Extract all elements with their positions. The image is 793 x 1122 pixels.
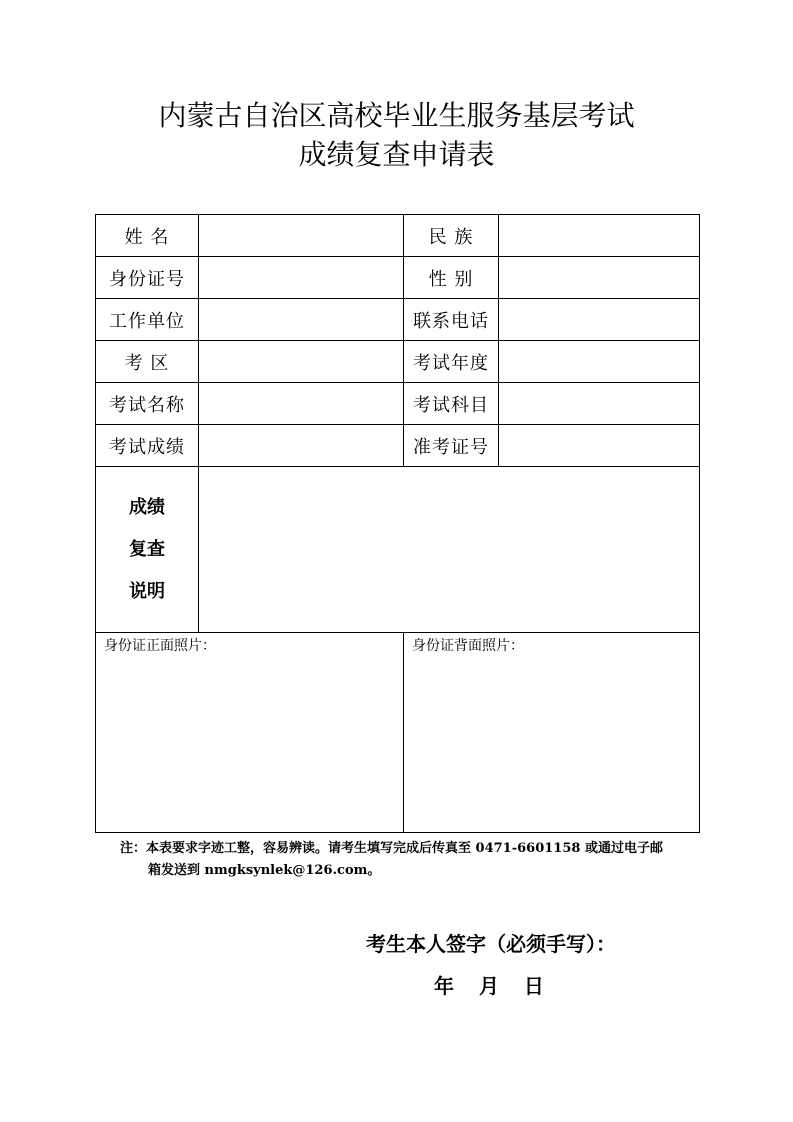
label-exam-name: 考试名称	[96, 383, 199, 425]
field-phone[interactable]	[499, 299, 700, 341]
field-exam-name[interactable]	[199, 383, 404, 425]
form-row-remarks	[96, 467, 700, 633]
field-name[interactable]	[199, 215, 404, 257]
form-row-exam	[96, 383, 700, 425]
label-work-unit: 工作单位	[96, 299, 199, 341]
label-exam-subject: 考试科目	[404, 383, 499, 425]
field-review-remarks[interactable]	[199, 467, 700, 633]
note-line1: 注：本表要求字迹工整，容易辨读。请考生填写完成后传真至 0471-6601158 或通过电子邮	[120, 841, 663, 856]
field-admission-number[interactable]	[499, 425, 700, 467]
form-row-name	[96, 215, 700, 257]
signature-date: 年 月 日	[434, 974, 544, 998]
field-ethnicity[interactable]	[499, 215, 700, 257]
label-id-number: 身份证号	[96, 257, 199, 299]
field-work-unit[interactable]	[199, 299, 404, 341]
label-exam-year: 考试年度	[404, 341, 499, 383]
field-exam-region[interactable]	[199, 341, 404, 383]
field-exam-subject[interactable]	[499, 383, 700, 425]
form-title-line2: 成绩复查申请表	[298, 138, 495, 171]
label-phone: 联系电话	[404, 299, 499, 341]
label-admission-number: 准考证号	[404, 425, 499, 467]
label-name: 姓 名	[96, 215, 199, 257]
field-exam-score[interactable]	[199, 425, 404, 467]
form-row-work	[96, 299, 700, 341]
field-gender[interactable]	[499, 257, 700, 299]
form-note	[120, 838, 700, 882]
form-row-region	[96, 341, 700, 383]
form-title-line1: 内蒙古自治区高校毕业生服务基层考试	[158, 99, 635, 132]
note-line2: 箱发送到 nmgksynlek@126.com。	[148, 863, 381, 878]
photo-id-back[interactable]: 身份证背面照片：	[404, 633, 700, 833]
form-row-score	[96, 425, 700, 467]
signature-label: 考生本人签字（必须手写）：	[366, 932, 616, 956]
label-ethnicity: 民 族	[404, 215, 499, 257]
form-row-photos	[96, 633, 700, 833]
label-exam-score: 考试成绩	[96, 425, 199, 467]
label-review-remarks: 成绩 复查 说明	[96, 467, 199, 633]
label-exam-region: 考 区	[96, 341, 199, 383]
field-exam-year[interactable]	[499, 341, 700, 383]
application-form-table	[95, 214, 700, 833]
label-gender: 性 别	[404, 257, 499, 299]
photo-id-front[interactable]: 身份证正面照片：	[96, 633, 404, 833]
field-id-number[interactable]	[199, 257, 404, 299]
form-row-id	[96, 257, 700, 299]
